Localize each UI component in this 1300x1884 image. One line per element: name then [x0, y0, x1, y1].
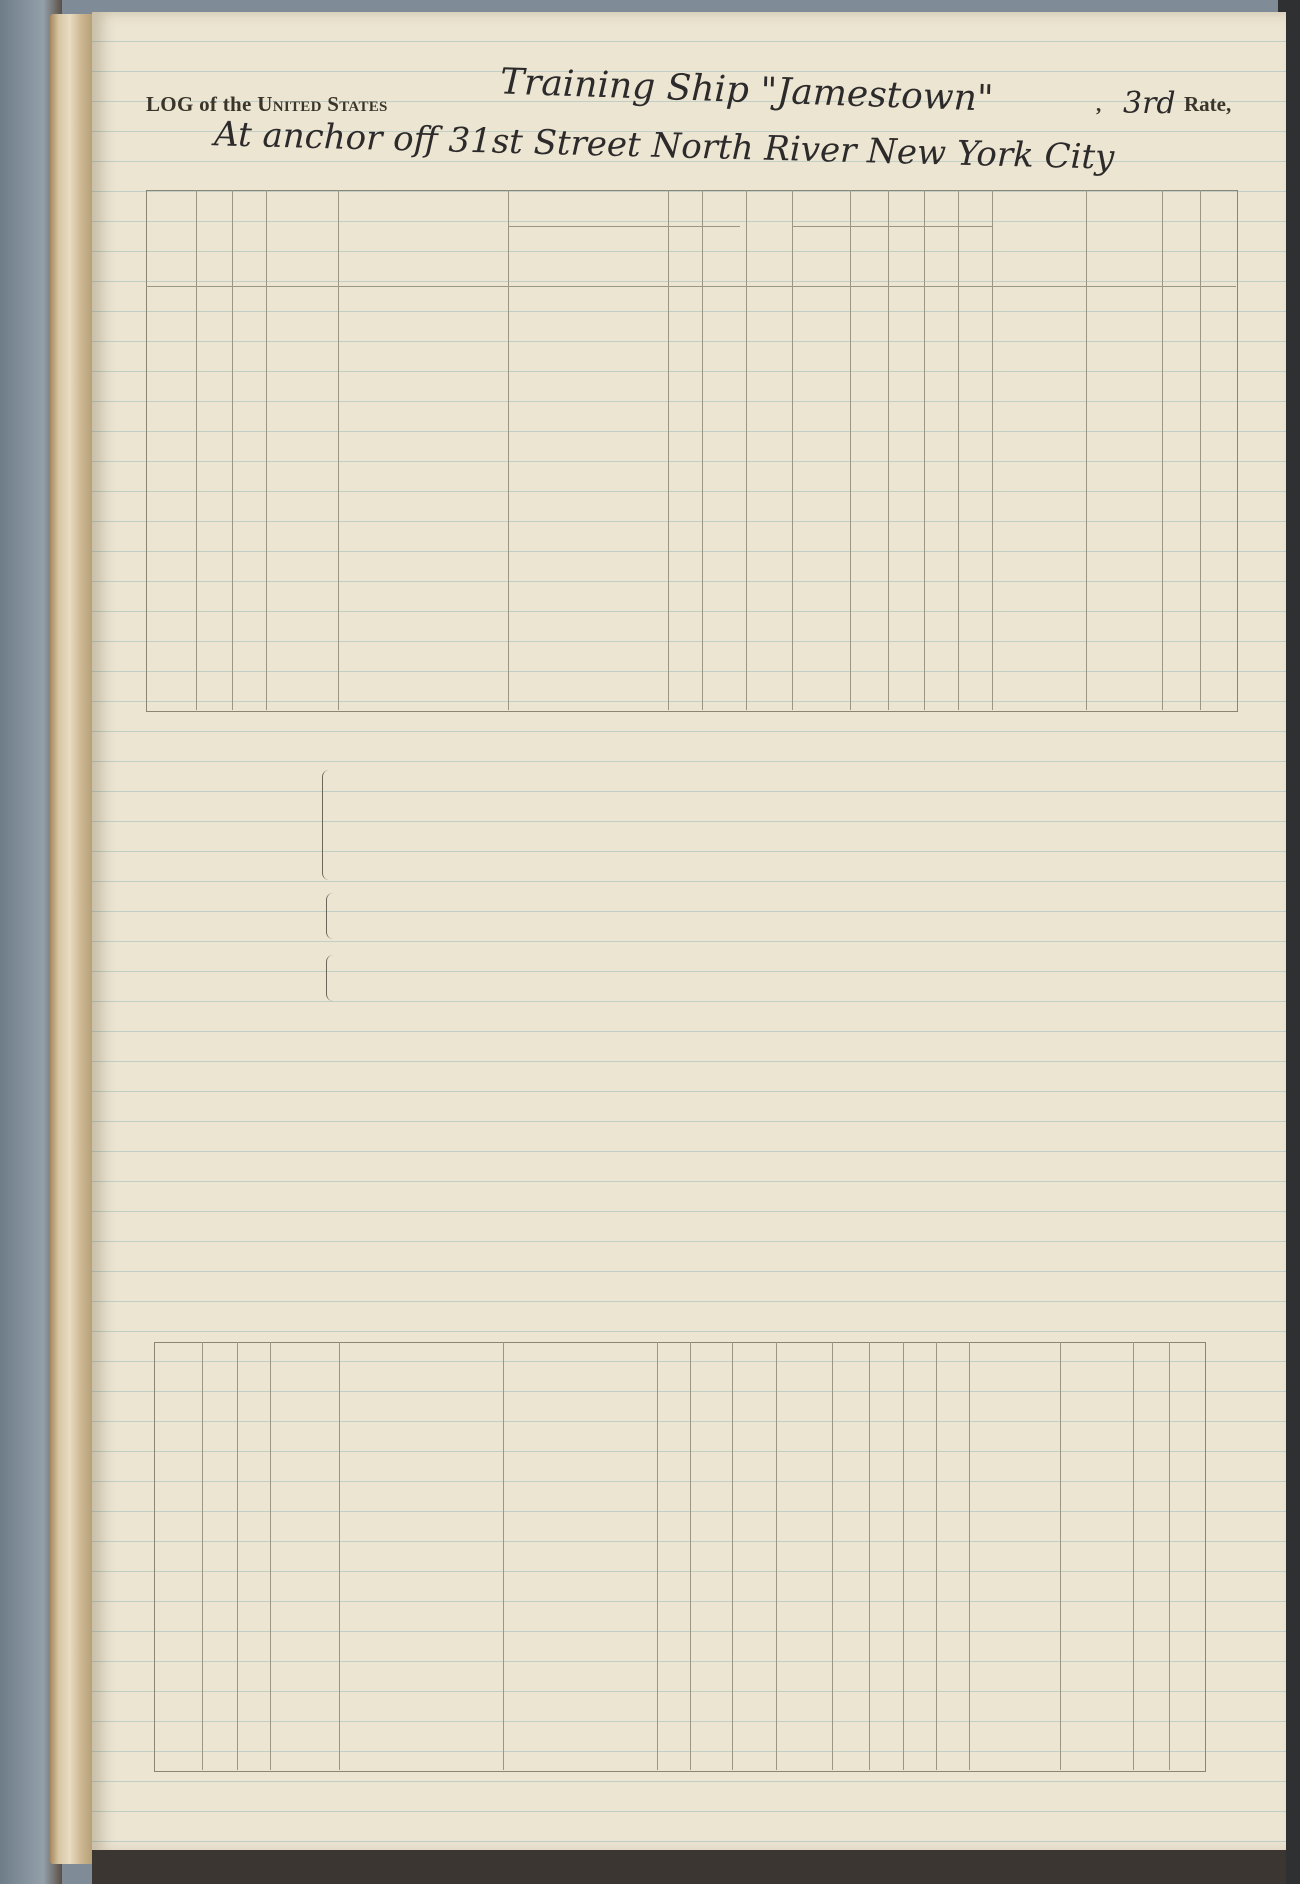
column-rule [792, 190, 793, 710]
column-rule [969, 1342, 970, 1770]
wind-subheader-rule [508, 226, 740, 227]
brace [326, 893, 333, 939]
column-rule [903, 1342, 904, 1770]
column-rule [196, 190, 197, 710]
column-rule [776, 1342, 777, 1770]
column-rule [869, 1342, 870, 1770]
book-binding [50, 14, 94, 1864]
rate-number: 3rd [1123, 86, 1176, 121]
location: At anchor off 31st Street North River New York City [213, 114, 1115, 178]
column-rule [668, 190, 669, 710]
rate-label: Rate, [1184, 92, 1232, 116]
column-rule [1200, 190, 1201, 710]
brace [322, 770, 329, 880]
column-rule [690, 1342, 691, 1770]
column-rule [270, 1342, 271, 1770]
column-rule [1169, 1342, 1170, 1770]
column-rule [338, 190, 339, 710]
column-rule [339, 1342, 340, 1770]
column-rule [232, 190, 233, 710]
column-rule [992, 190, 993, 710]
brace [326, 955, 333, 1001]
log-title [146, 92, 388, 117]
column-rule [850, 190, 851, 710]
column-rule [202, 1342, 203, 1770]
column-rule [732, 1342, 733, 1770]
column-rule [924, 190, 925, 710]
pm-log-table [154, 1342, 1206, 1772]
column-rule [958, 190, 959, 710]
column-rule [1162, 190, 1163, 710]
log-prefix: LOG of the [146, 92, 252, 116]
column-rule [746, 190, 747, 710]
rate-comma: , [1096, 92, 1102, 116]
column-rule [657, 1342, 658, 1770]
column-rule [888, 190, 889, 710]
column-rule [266, 190, 267, 710]
column-rule [702, 190, 703, 710]
instrument-subheader-rule [792, 226, 992, 227]
am-log-table [146, 190, 1238, 712]
column-rule [1086, 190, 1087, 710]
column-rule [503, 1342, 504, 1770]
book-bottom-edge [92, 1850, 1286, 1884]
column-rule [936, 1342, 937, 1770]
united-states: United States [257, 92, 388, 116]
column-rule [237, 1342, 238, 1770]
column-rule [508, 190, 509, 710]
column-rule [1060, 1342, 1061, 1770]
column-rule [1133, 1342, 1134, 1770]
ship-name: Training Ship "Jamestown" [499, 61, 995, 120]
column-rule [832, 1342, 833, 1770]
header-rule [146, 286, 1236, 287]
